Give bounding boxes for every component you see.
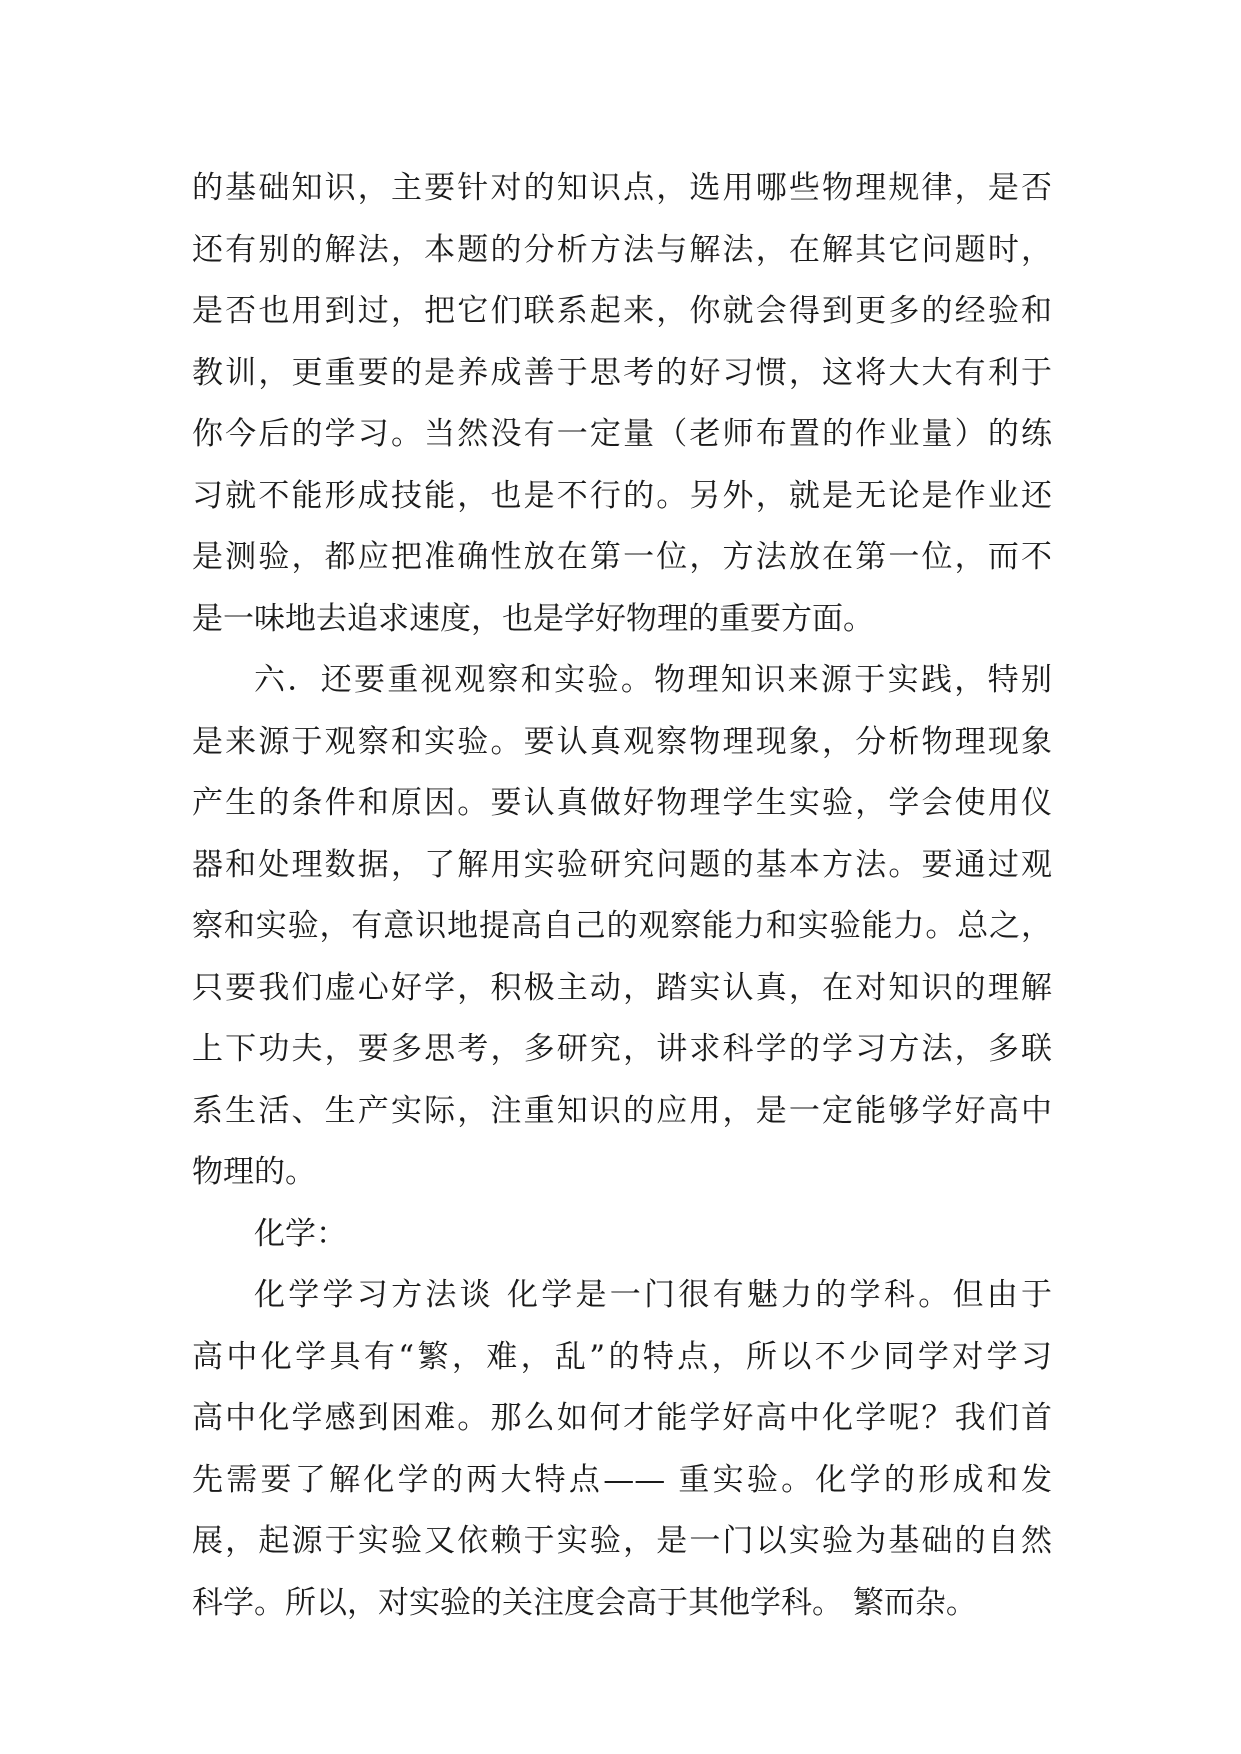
text-line: 六．还要重视观察和实验。物理知识来源于实践，特别 — [254, 662, 1052, 698]
text-line: 化学学习方法谈 化学是一门很有魅力的学科。但由于 — [254, 1277, 1052, 1313]
text-line: 科学。所以，对实验的关注度会高于其他学科。 繁而杂。 — [192, 1584, 977, 1621]
text-line: 你今后的学习。当然没有一定量（老师布置的作业量）的练 — [192, 416, 1052, 452]
chemistry-heading — [192, 1204, 1052, 1266]
text-line: 器和处理数据，了解用实验研究问题的基本方法。要通过观 — [192, 846, 1052, 883]
text-line: 产生的条件和原因。要认真做好物理学生实验，学会使用仪 — [192, 785, 1052, 821]
text-line: 教训，更重要的是养成善于思考的好习惯，这将大大有利于 — [192, 354, 1052, 391]
section-heading: 化学： — [254, 1215, 347, 1252]
paragraph-five-continued — [192, 158, 1052, 650]
document-body — [192, 158, 1052, 1634]
text-line: 高中化学具有“繁，难，乱”的特点，所以不少同学对学习 — [192, 1338, 1052, 1375]
text-line: 展，起源于实验又依赖于实验，是一门以实验为基础的自然 — [192, 1523, 1052, 1559]
text-line: 习就不能形成技能，也是不行的。另外，就是无论是作业还 — [192, 477, 1052, 514]
text-line: 先需要了解化学的两大特点—— 重实验。化学的形成和发 — [192, 1461, 1052, 1498]
text-line: 物理的。 — [192, 1154, 316, 1190]
text-line: 察和实验，有意识地提高自己的观察能力和实验能力。总之， — [192, 908, 1052, 944]
text-line: 是来源于观察和实验。要认真观察物理现象，分析物理现象 — [192, 723, 1052, 760]
text-line: 是否也用到过，把它们联系起来，你就会得到更多的经验和 — [192, 293, 1052, 329]
text-line: 只要我们虚心好学，积极主动，踏实认真，在对知识的理解 — [192, 969, 1052, 1006]
text-line: 系生活、生产实际，注重知识的应用，是一定能够学好高中 — [192, 1092, 1052, 1129]
paragraph-six — [192, 650, 1052, 1204]
text-line: 高中化学感到困难。那么如何才能学好高中化学呢？我们首 — [192, 1400, 1052, 1436]
text-line: 还有别的解法，本题的分析方法与解法，在解其它问题时， — [192, 231, 1052, 268]
text-line: 的基础知识，主要针对的知识点，选用哪些物理规律，是否 — [192, 170, 1052, 206]
text-line: 是测验，都应把准确性放在第一位，方法放在第一位，而不 — [192, 539, 1052, 575]
text-line: 是一味地去追求速度，也是学好物理的重要方面。 — [192, 600, 874, 637]
paragraph-chemistry — [192, 1265, 1052, 1634]
text-line: 上下功夫，要多思考，多研究，讲求科学的学习方法，多联 — [192, 1031, 1052, 1067]
